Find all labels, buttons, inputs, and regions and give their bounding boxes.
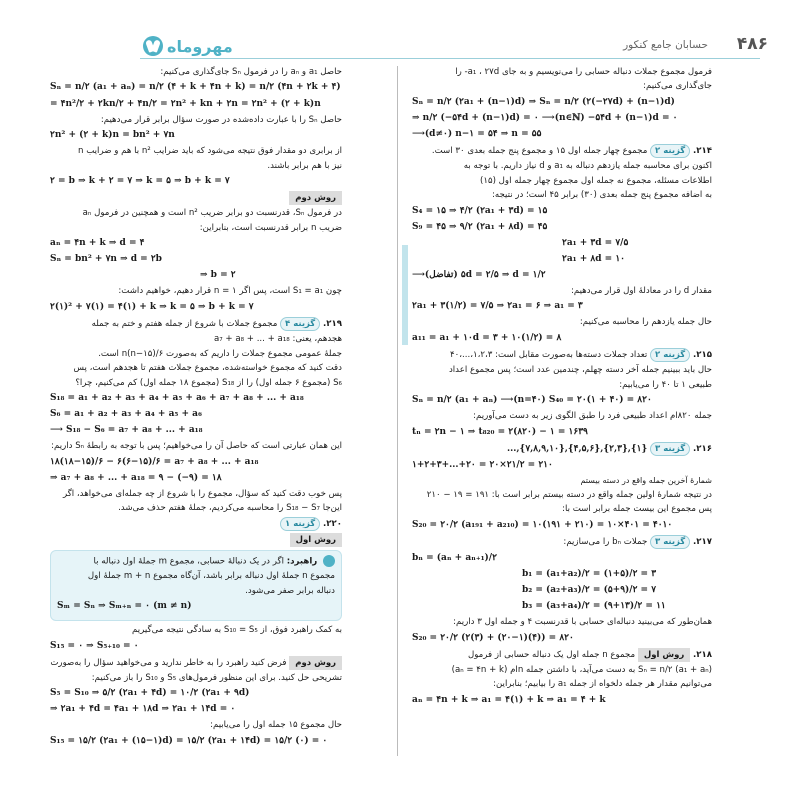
text-line: این همان عبارتی است که حاصل آن را می‌خواهیم؛ پس با توجه به رابطهٔ Sₙ داریم: [51,441,342,452]
question-219-header [50,317,342,331]
header-rule [140,58,760,59]
text-line: دقت کنید که مجموع خواسته‌شده، مجموع جملات هفتم تا هجدهم است، پس [73,363,342,374]
method-label: روش اول [290,533,342,547]
text-line: حال جمله یازدهم را محاسبه می‌کنیم: [579,317,712,328]
equation: Sₘ = Sₙ ⇒ Sₘ₊ₙ = ۰ (m ≠ n) [57,601,192,612]
text-line: اگر در یک دنبالهٔ حسابی، مجموع m جملهٔ اول دنباله با [93,556,284,567]
logo-text: مهروماه [167,36,233,56]
equation: S₆ = a₁ + a₂ + a₃ + a₄ + a₅ + a₆ [50,409,202,420]
question-number: ۲۱۴. [692,146,712,157]
text-line: چون S₁ = a₁ است، پس اگر n = ۱ قرار دهیم، خواهیم داشت: [118,286,342,297]
equation: ۲(۱)² + ۷(۱) = ۴(۱) + k ⇒ k = ۵ ⇒ b + k = ۷ [50,301,254,312]
question-218-header [412,648,712,662]
text-line: جمله ۸۲۰ام اعداد طبیعی فرد را طبق الگوی زیر به دست می‌آوریم: [473,411,712,422]
equation: b₁ = (a₁+a₂)/۲ = (۱+۵)/۲ = ۳ [522,568,657,579]
equation: ۲n² + (۲ + k)n = bn² + ۷n [50,130,175,140]
equation: S₁₅ = ۱۵/۲ (۲a₁ + (۱۵−۱)d) = ۱۵/۲ (۲a₁ + ۱۴d) = ۱۵/۲ (۰) = ۰ [50,735,328,746]
text-line: Sₙ = n/۲ (a₁ + aₙ) به دست می‌آید، با داشتن جمله nام (aₙ = ۴n + k) [451,664,712,675]
text-line: پس مجموع این بیست جمله برابر است با: [562,504,712,515]
equation: ⇒ n/۲ (−۵۴d + (n−۱)d) = ۰ ⟶(n∈ℕ) −۵۴d + (n−۱)d = ۰ [412,112,678,123]
text-line: مجموع n جمله اول یک دنباله حسابی از فرمول [468,649,636,660]
method-label: روش اول [638,648,690,662]
equation: S₅ = S₁₀ ⇒ ۵/۲ (۲a₁ + ۴d) = ۱۰/۲ (۲a₁ + ۹d) [50,688,250,699]
question-number: ۲۱۷. [692,536,712,547]
question-220-header [50,517,342,531]
answer-tag: گزینه ۲ [650,348,690,362]
text-line: طبیعی ۱ تا ۴۰ را می‌یابیم: [619,379,712,390]
equation: S₁₈ = a₁ + a₂ + a₃ + a₄ + a₅ + a₆ + a₇ + a₈ + ... + a₁₈ [50,392,304,403]
equation: S₂₀ = ۲۰/۲ (a₁₉₁ + a₂₁₀) = ۱۰(۱۹۱ + ۲۱۰) = ۱۰×۴۰۱ = ۴۰۱۰ [412,519,673,530]
text-line: حال مجموع ۱۵ جمله اول را می‌یابیم: [210,720,342,731]
equation: Sₙ = n/۲ (۲a₁ + (n−۱)d) ⇒ Sₙ = n/۲ (۲(−۲۷d) + (n−۱)d) [412,96,675,107]
text-line: جملهٔ عمومی مجموع جملات را داریم که به‌صورت n(n−۱۵)/۶ است. [98,348,342,359]
question-number: ۲۱۹. [322,318,342,329]
equation: ۲a₁ + ۳d = ۷/۵ [562,237,629,248]
question-217-header [412,535,712,549]
strategy-box [50,550,342,621]
method-label: روش دوم [289,191,342,205]
column-divider [397,66,398,756]
running-title: حسابان جامع کنکور [623,39,708,51]
equation: ۱+۲+۳+...+۲۰ = ۲۰×۲۱/۲ = ۲۱۰ [412,460,553,471]
question-214-header [412,144,712,158]
text-line: به اضافه مجموع پنج جمله بعدی (۳۰) برابر ۴۵ است؛ در نتیجه: [491,190,712,201]
left-column [50,66,342,751]
text-line: تشریحی حل کنید. برای این منظور فرمول‌های S₅ و S₁₀ را باز می‌کنیم: [91,672,342,683]
text-line: هجدهم، یعنی: a₇ + a₈ + ... + a₁₈ [213,334,342,345]
text-line: مجموع جملات با شروع از جمله هفتم و ختم به جمله [91,318,278,329]
equation: ⇒ a₇ + a₈ + ... + a₁₈ = ۹ − (−۹) = ۱۸ [50,472,222,483]
equation: tₙ = ۲n − ۱ ⇒ t₈₂₀ = ۲(۸۲۰) − ۱ = ۱۶۳۹ [412,426,588,437]
text-line: حال باید ببینیم جمله آخر دسته چهلم، چندمین عدد است؛ پس مجموع اعداد [448,365,712,376]
equation: Sₙ = n/۲ (a₁ + aₙ) ⟶(n=۴۰) S₄₀ = ۲۰(۱ + ۴۰) = ۸۲۰ [412,395,652,406]
equation: b₃ = (a₃+a₄)/۲ = (۹+۱۳)/۲ = ۱۱ [522,601,666,612]
side-accent-bar [402,245,408,345]
question-number: ۲۱۸. [692,649,712,660]
lightbulb-icon [323,555,335,567]
equation: ⇒ ۲a₁ + ۴d = ۴a₁ + ۱۸d ⇒ ۲a₁ + ۱۴d = ۰ [50,704,236,715]
text-line: در فرمول Sₙ، قدرنسبت دو برابر ضریب n² است و همچنین در فرمول aₙ [82,208,342,219]
text-line: شمارهٔ آخرین جمله واقع در دسته بیستم [580,476,712,486]
answer-tag: گزینه ۲ [650,144,690,158]
equation: Sₙ = n/۲ (a₁ + aₙ) = n/۲ (۴ + k + ۴n + k) = n/۲ (۴n + ۲k + ۴) [50,82,341,93]
equation: Sₙ = bn² + ۷n ⇒ d = ۲b [50,254,162,265]
text-line: دنباله برابر صفر می‌شود. [245,585,335,596]
equation: ۲a₁ + ۸d = ۱۰ [562,253,626,264]
question-215-header [412,348,712,362]
text-line: مقدار d را در معادلهٔ اول قرار می‌دهیم: [570,285,712,296]
equation: ⇒ b = ۲ [200,270,236,281]
equation: ⟶(d≠۰) n−۱ = ۵۴ ⇒ n = ۵۵ [412,129,542,139]
text-line: در نتیجه شمارهٔ اولین جمله واقع در دسته بیستم برابر است با: ۱۹۱ = ۱۹ − ۲۱۰ [426,489,712,500]
question-216-header [412,442,712,456]
text-line: می‌توانیم مقدار هر جمله دلخواه از جمله a₁ را بیابیم؛ بنابراین: [493,679,712,690]
method-label: روش دوم [289,656,342,670]
text-line: از برابری دو مقدار فوق نتیجه می‌شود که باید ضرایب n² با هم و ضرایب n [78,146,342,157]
right-column [412,66,712,710]
text-line: فرمول مجموع جملات دنباله حسابی را می‌نویسیم و به جای a₁ ، ۲۷d- را [455,67,712,77]
equation: S₉ = ۴۵ ⇒ ۹/۲ (۲a₁ + ۸d) = ۴۵ [412,221,548,232]
question-number: ۲۱۵. [692,349,712,360]
equation: ⟶ S₁₈ − S₆ = a₇ + a₈ + ... + a₁₈ [50,425,203,436]
equation: a₁₁ = a₁ + ۱۰d = ۳ + ۱۰(۱/۲) = ۸ [412,332,562,343]
text-line: به کمک راهبرد فوق، از S₁₀ = S₅ به سادگی نتیجه می‌گیریم [132,625,342,636]
text-line: حاصل Sₙ را با عبارت داده‌شده در صورت سؤال برابر قرار می‌دهیم: [100,114,342,125]
equation: ۱۸(۱۸−۱۵)/۶ − ۶(۶−۱۵)/۶ = a₇ + a₈ + ... + a₁₈ [50,456,259,467]
text-line: حاصل a₁ و aₙ را در فرمول Sₙ جای‌گذاری می‌کنیم: [160,67,342,77]
running-header [150,34,708,56]
text-line: فرض کنید راهبرد را به خاطر ندارید و می‌خواهید سؤال را به‌صورت [50,657,287,668]
strategy-title: راهبرد: [286,556,318,567]
text-line: ضریب n برابر قدرنسبت است، بنابراین: [199,222,342,233]
text-line: پس خوب دقت کنید که سؤال، مجموع را با شروع از چه جمله‌ای می‌خواهد، اگر [62,488,342,499]
equation: ۲ = b ⇒ k + ۲ = ۷ ⇒ k = ۵ ⇒ b + k = ۷ [50,175,230,186]
equation: aₙ = ۴n + k ⇒ a₁ = ۴(۱) + k ⇒ a₁ = ۴ + k [412,694,606,705]
page-number: ۴۸۶ [736,34,768,54]
text-line: نیز با هم برابر باشند. [267,160,342,171]
answer-tag: گزینه ۴ [280,317,320,331]
equation: aₙ = ۴n + k ⇒ d = ۴ [50,238,145,249]
answer-tag: گزینه ۱ [280,517,320,531]
text-line: مجموع چهار جمله اول ۱۵ و مجموع پنج جمله بعدی ۳۰ است. [431,146,648,157]
text-line: تعداد جملات دسته‌ها به‌صورت مقابل است: ۱،۲،۳،...،۴۰ [450,349,648,360]
text-line: اطلاعات مسئله، مجموع نه جمله اول مجموع چهار جمله اول (۱۵) [480,175,712,186]
text-line: مجموع n جملهٔ اول دنباله برابر باشد، آن‌گاه مجموع m + n جملهٔ اول [87,571,335,582]
answer-tag: گزینه ۳ [650,535,690,549]
equation: b₂ = (a₂+a₃)/۲ = (۵+۹)/۲ = ۷ [522,585,657,596]
question-number: ۲۱۶. [692,443,712,454]
text-line: این‌جا S₁₈ − S₇ را محاسبه می‌کردیم، جملهٔ هفتم حذف می‌شد. [118,503,342,514]
equation: S₄ = ۱۵ ⇒ ۴/۲ (۲a₁ + ۳d) = ۱۵ [412,205,548,216]
equation: S₁₅ = ۰ ⇒ S₅₊₁₀ = ۰ [50,640,139,651]
question-number: ۲۲۰. [322,518,342,529]
equation: S₂₀ = ۲۰/۲ (۲(۳) + (۲۰−۱)(۴)) = ۸۲۰ [412,632,574,643]
text-line: S₆ (مجموع ۶ جمله اول) را از S₁₈ (مجموع ۱۸ جمله اول) کم می‌کنیم، چرا؟ [75,377,342,388]
equation: bₙ = (aₙ + aₙ₊₁)/۲ [412,552,497,563]
equation: = ۴n²/۲ + ۲kn/۲ + ۴n/۲ = ۲n² + kn + ۲n = ۲n² + (۲ + k)n [50,98,321,109]
text-line: اکنون برای محاسبه جمله یازدهم دنباله به a₁ و d نیاز داریم. با توجه به [463,161,712,172]
text-line: همان‌طور که می‌بینید دنباله‌ای حسابی با قدرنسبت ۴ و جمله اول ۳ داریم: [453,617,712,628]
equation: {۱},{۲,۳},{۴,۵,۶},{۷,۸,۹,۱۰},... [507,443,648,454]
equation: ⟶(تفاضل) ۵d = ۲/۵ ⇒ d = ۱/۲ [412,269,546,280]
equation: ۲a₁ + ۳(۱/۲) = ۷/۵ ⇒ ۲a₁ = ۶ ⇒ a₁ = ۳ [412,301,583,312]
answer-tag: گزینه ۳ [650,442,690,456]
text-line: جملات bₙ را می‌سازیم: [563,536,648,547]
text-line: جای‌گذاری می‌کنیم: [643,81,712,92]
